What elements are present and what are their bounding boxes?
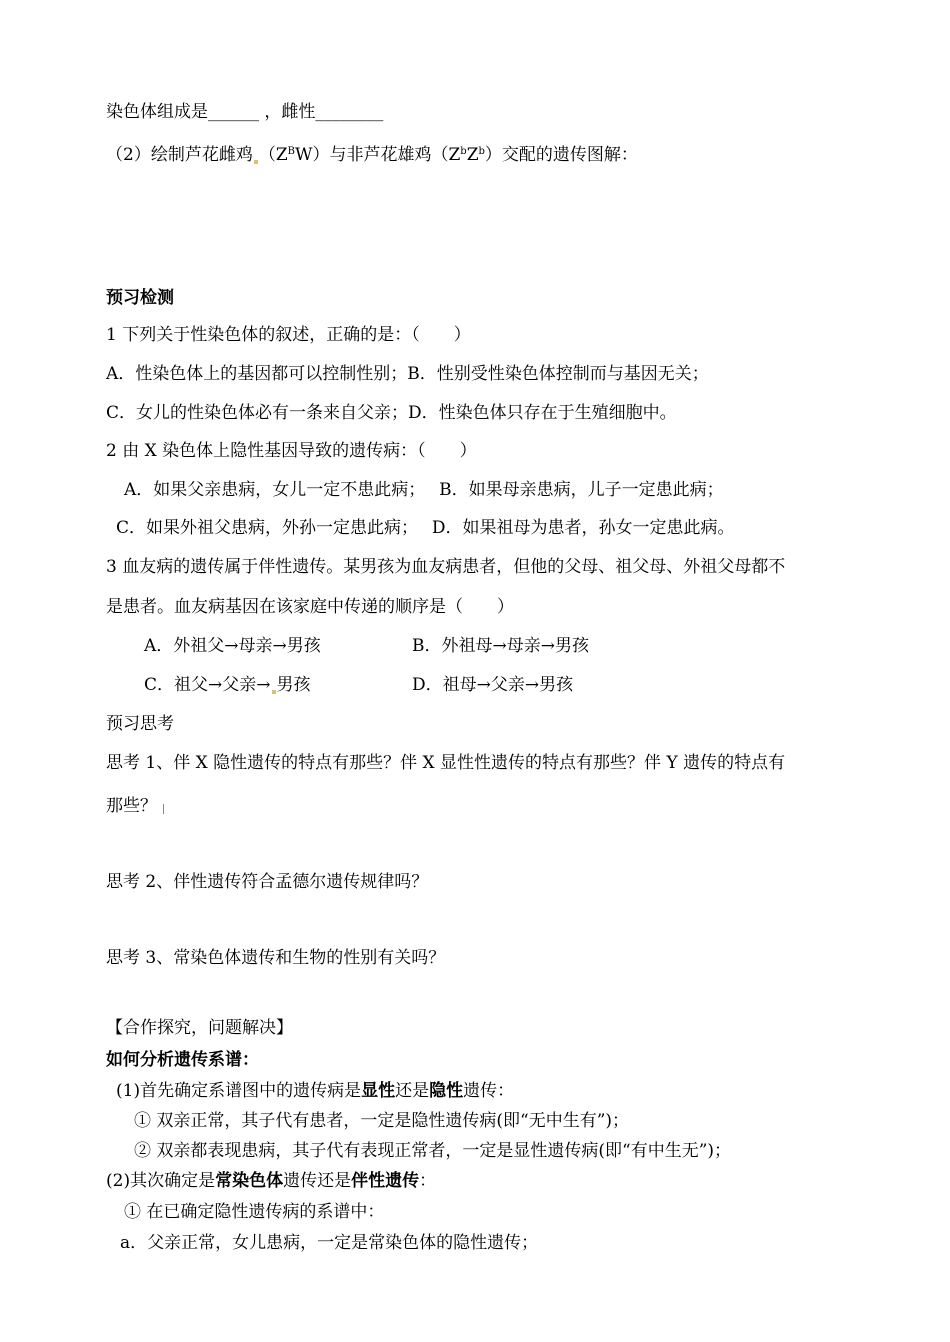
emphasis: 显性 bbox=[361, 1081, 396, 1101]
section-heading: 预习思考 bbox=[106, 714, 174, 734]
text-span: 遗传： bbox=[463, 1081, 515, 1101]
text-span: ）交配的遗传图解： bbox=[484, 145, 638, 165]
think-question: 思考 1、伴 X 隐性遗传的特点有那些？伴 X 显性性遗传的特点有那些？伴 Y 遗传的特点有 bbox=[106, 753, 786, 773]
question-options: C．如果外祖父患病，外孙一定患此病； D．如果祖母为患者，孙女一定患此病。 bbox=[116, 518, 735, 538]
text-line: 染色体组成是______ ，雌性________ bbox=[106, 102, 384, 122]
option-b: B．外祖母→母亲→男孩 bbox=[412, 636, 589, 656]
emphasis: 隐性 bbox=[429, 1081, 464, 1101]
text-span: （2）绘制芦花雌鸡 bbox=[106, 145, 253, 165]
paragraph bbox=[116, 1080, 514, 1102]
question-options: A．性染色体上的基因都可以控制性别；B．性别受性染色体控制而与基因无关； bbox=[106, 364, 709, 384]
text-span: 遗传还是 bbox=[283, 1171, 352, 1191]
mark-dot bbox=[272, 690, 276, 694]
cursor-mark bbox=[163, 804, 164, 814]
option-c bbox=[144, 674, 311, 696]
text-span: Z bbox=[466, 145, 479, 165]
paragraph bbox=[106, 1170, 436, 1192]
think-question: 思考 2、伴性遗传符合孟德尔遗传规律吗？ bbox=[106, 872, 429, 892]
list-item: ② 双亲都表现患病，其子代有表现正常者，一定是显性遗传病(即“有中生无”)； bbox=[134, 1141, 732, 1161]
superscript: b bbox=[460, 146, 467, 157]
question-options: C．女儿的性染色体必有一条来自父亲；D．性染色体只存在于生殖细胞中。 bbox=[106, 403, 677, 423]
text-line bbox=[106, 141, 638, 166]
question-stem: 3 血友病的遗传属于伴性遗传。某男孩为血友病患者，但他的父母、祖父母、外祖父母都不 bbox=[106, 557, 786, 577]
option-a: A．外祖父→母亲→男孩 bbox=[144, 636, 321, 656]
emphasis: 常染色体 bbox=[215, 1171, 284, 1191]
superscript: b bbox=[478, 146, 485, 157]
question-options: A．如果父亲患病，女儿一定不患此病； B．如果母亲患病，儿子一定患此病； bbox=[124, 480, 724, 500]
list-item: a．父亲正常，女儿患病，一定是常染色体的隐性遗传； bbox=[120, 1233, 539, 1253]
text-span: 男孩 bbox=[276, 675, 311, 695]
section-heading: 【合作探究，问题解决】 bbox=[106, 1018, 293, 1038]
question-stem: 是患者。血友病基因在该家庭中传递的顺序是（ ） bbox=[106, 597, 514, 617]
text-span: 还是 bbox=[395, 1081, 430, 1101]
text-span: C．祖父→父亲→ bbox=[144, 675, 271, 695]
option-d: D．祖母→父亲→男孩 bbox=[412, 675, 574, 695]
text-span: (2)其次确定是 bbox=[106, 1171, 216, 1191]
question-stem: 2 由 X 染色体上隐性基因导致的遗传病：（ ） bbox=[106, 441, 477, 461]
text-span: W）与非芦花雄鸡（Z bbox=[295, 145, 461, 165]
mark-dot bbox=[254, 160, 258, 164]
list-item: ① 双亲正常，其子代有患者，一定是隐性遗传病(即“无中生有”)； bbox=[134, 1111, 630, 1131]
think-question: 思考 3、常染色体遗传和生物的性别有关吗？ bbox=[106, 948, 446, 968]
text-span: （Z bbox=[258, 145, 288, 165]
question-stem: 1 下列关于性染色体的叙述，正确的是：（ ） bbox=[106, 325, 471, 345]
emphasis: 伴性遗传 bbox=[351, 1171, 420, 1191]
text-span: (1)首先确定系谱图中的遗传病是 bbox=[116, 1081, 362, 1101]
text-span: ： bbox=[419, 1171, 437, 1191]
think-question bbox=[106, 795, 164, 817]
section-heading: 预习检测 bbox=[106, 288, 174, 308]
list-item: ① 在已确定隐性遗传病的系谱中： bbox=[124, 1202, 385, 1222]
superscript: B bbox=[287, 146, 295, 157]
text-span: 那些？ bbox=[106, 796, 157, 816]
sub-heading: 如何分析遗传系谱： bbox=[106, 1050, 259, 1070]
